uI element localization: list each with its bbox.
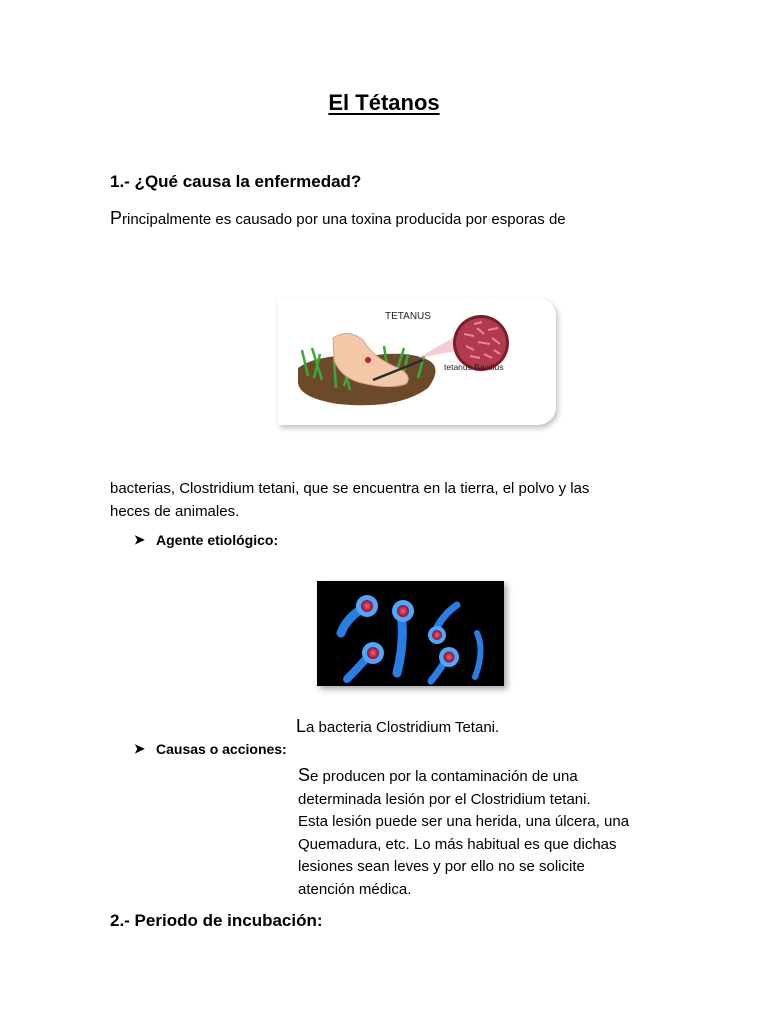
document-title: El Tétanos — [328, 90, 440, 115]
label-tetanus: TETANUS — [385, 311, 431, 322]
caption-text: a bacteria Clostridium Tetani. — [306, 719, 500, 736]
continuation-line-2: heces de animales. — [110, 503, 240, 520]
label-bacillus: tetanus Bacillus — [444, 362, 504, 372]
clostridium-image — [317, 581, 504, 686]
intro-text: rincipalmente es causado por una toxina producida por esporas de — [122, 211, 566, 228]
drop-letter: P — [110, 208, 123, 228]
bullet-agente — [134, 532, 278, 548]
arrowhead-bullet-icon: ➤ — [134, 741, 145, 756]
causes-line: Quemadura, etc. Lo más habitual es que dichas — [298, 835, 617, 853]
causes-line: Se producen por la contaminación de una — [298, 765, 578, 785]
bullet-agente-label: Agente etiológico: — [156, 532, 279, 548]
tetanus-illustration-svg — [278, 298, 556, 425]
bullet-causas — [134, 741, 287, 757]
caption-drop-letter: L — [296, 716, 307, 736]
arrowhead-bullet-icon: ➤ — [134, 532, 145, 547]
causes-line: Esta lesión puede ser una herida, una úlcera, una — [298, 813, 630, 830]
section1-heading: 1.- ¿Qué causa la enfermedad? — [110, 172, 362, 191]
causes-paragraph — [298, 764, 698, 901]
causes-drop-letter: S — [298, 765, 311, 785]
wound — [365, 357, 371, 363]
section1-continuation — [110, 477, 589, 523]
causes-line: lesiones sean leves y por ello no se solicite — [298, 858, 585, 875]
continuation-line-1: bacterias, Clostridium tetani, que se encuentra en la tierra, el polvo y las — [110, 480, 590, 497]
section2-heading: 2.- Periodo de incubación: — [110, 911, 323, 930]
causes-line: determinada lesión por el Clostridium tetani. — [298, 790, 591, 808]
clostridium-image-svg — [317, 581, 504, 686]
tetanus-illustration — [278, 298, 556, 425]
bullet-causas-label: Causas o acciones: — [156, 741, 287, 757]
section1-intro — [110, 207, 566, 231]
causes-line: atención médica. — [298, 880, 412, 898]
spores — [356, 595, 459, 667]
figure2-caption — [296, 716, 499, 737]
